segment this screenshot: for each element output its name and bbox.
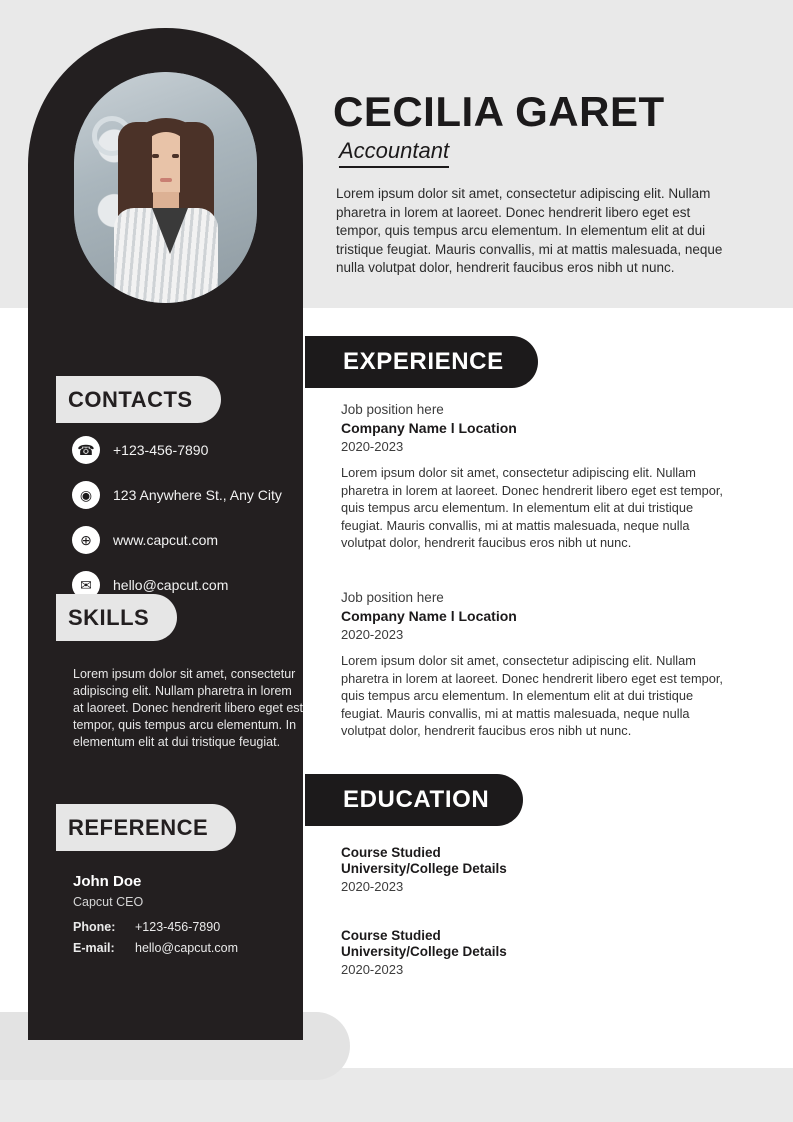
skills-section-title (56, 594, 177, 641)
reference-section-title (56, 804, 236, 851)
contacts-title-text: CONTACTS (68, 386, 193, 412)
reference-block (73, 873, 308, 962)
reference-email-value: hello@capcut.com (135, 941, 239, 955)
reference-name: John Doe (73, 873, 142, 890)
reference-phone-row (73, 920, 308, 934)
contact-item-phone[interactable] (72, 436, 322, 464)
contacts-section-title (56, 376, 221, 423)
globe-icon: ⊕ (72, 526, 100, 554)
contact-phone-text: +123-456-7890 (113, 442, 209, 458)
profile-summary: Lorem ipsum dolor sit amet, consectetur adipiscing elit. Nullam pharetra in lorem at laoreet. Donec hendrerit libero eget est tempor, quis tempus arcu elementum. In elementum elit at dui tristique feugiat. Mauris convallis, mi at mattis malesuada, neque nulla volutpat dolor, hendrerit faucibus eros nibh ut nunc. (336, 186, 723, 275)
eye-left (152, 154, 159, 158)
education-section-title (305, 774, 523, 826)
reference-phone-value: +123-456-7890 (135, 920, 221, 934)
reference-position: Capcut CEO (73, 895, 144, 909)
sidebar (28, 28, 303, 1040)
reference-email-row (73, 941, 308, 955)
experience-company: Company Name l Location (341, 608, 517, 624)
experience-dates: 2020-2023 (341, 439, 404, 454)
contact-item-website[interactable] (72, 526, 322, 554)
education-item-1 (341, 845, 736, 894)
education-course: Course Studied (341, 845, 441, 860)
location-pin-icon: ◉ (72, 481, 100, 509)
contact-address-text: 123 Anywhere St., Any City (113, 487, 282, 503)
contact-website-text: www.capcut.com (113, 532, 219, 548)
education-course: Course Studied (341, 928, 441, 943)
education-title-text: EDUCATION (343, 786, 490, 813)
page-title: CECILIA GARET (333, 88, 665, 135)
contact-item-address[interactable] (72, 481, 322, 509)
experience-description: Lorem ipsum dolor sit amet, consectetur adipiscing elit. Nullam pharetra in lorem at laoreet. Donec hendrerit libero eget est tempor, quis tempus arcu elementum. In elementum elit at dui tristique feugiat. Mauris convallis, mi at mattis malesuada, neque nulla volutpat dolor, hendrerit faucibus eros nibh ut nunc. (341, 653, 723, 738)
profile-photo (74, 72, 257, 303)
experience-position: Job position here (341, 590, 444, 605)
experience-dates: 2020-2023 (341, 627, 404, 642)
education-school: University/College Details (341, 944, 507, 959)
photo-person (110, 108, 222, 303)
experience-description: Lorem ipsum dolor sit amet, consectetur adipiscing elit. Nullam pharetra in lorem at laoreet. Donec hendrerit libero eget est tempor, quis tempus arcu elementum. In elementum elit at dui tristique feugiat. Mauris convallis, mi at mattis malesuada, neque nulla volutpat dolor, hendrerit faucibus eros nibh ut nunc. (341, 465, 723, 550)
experience-item-1 (341, 402, 736, 552)
experience-title-text: EXPERIENCE (343, 348, 504, 375)
education-item-2 (341, 928, 736, 977)
eye-right (172, 154, 179, 158)
phone-icon: ☎ (72, 436, 100, 464)
reference-title-text: REFERENCE (68, 814, 209, 840)
lips (160, 178, 172, 182)
education-dates: 2020-2023 (341, 879, 404, 894)
envelope-icon: ✉ (72, 571, 100, 599)
reference-email-label: E-mail: (73, 941, 115, 955)
experience-section-title (305, 336, 538, 388)
contact-email-text: hello@capcut.com (113, 577, 229, 593)
education-dates: 2020-2023 (341, 962, 404, 977)
experience-company: Company Name l Location (341, 420, 517, 436)
shirt (114, 208, 218, 303)
contacts-list (72, 436, 322, 616)
education-school: University/College Details (341, 861, 507, 876)
experience-position: Job position here (341, 402, 444, 417)
skills-text: Lorem ipsum dolor sit amet, consectetur adipiscing elit. Nullam pharetra in lorem at laoreet. Donec hendrerit libero eget est tempor, quis tempus arcu elementum. In elementum elit at dui tristique feugiat. (73, 667, 303, 749)
reference-phone-label: Phone: (73, 920, 116, 934)
job-role: Accountant (339, 138, 449, 168)
experience-item-2 (341, 590, 736, 740)
skills-title-text: SKILLS (68, 604, 150, 630)
